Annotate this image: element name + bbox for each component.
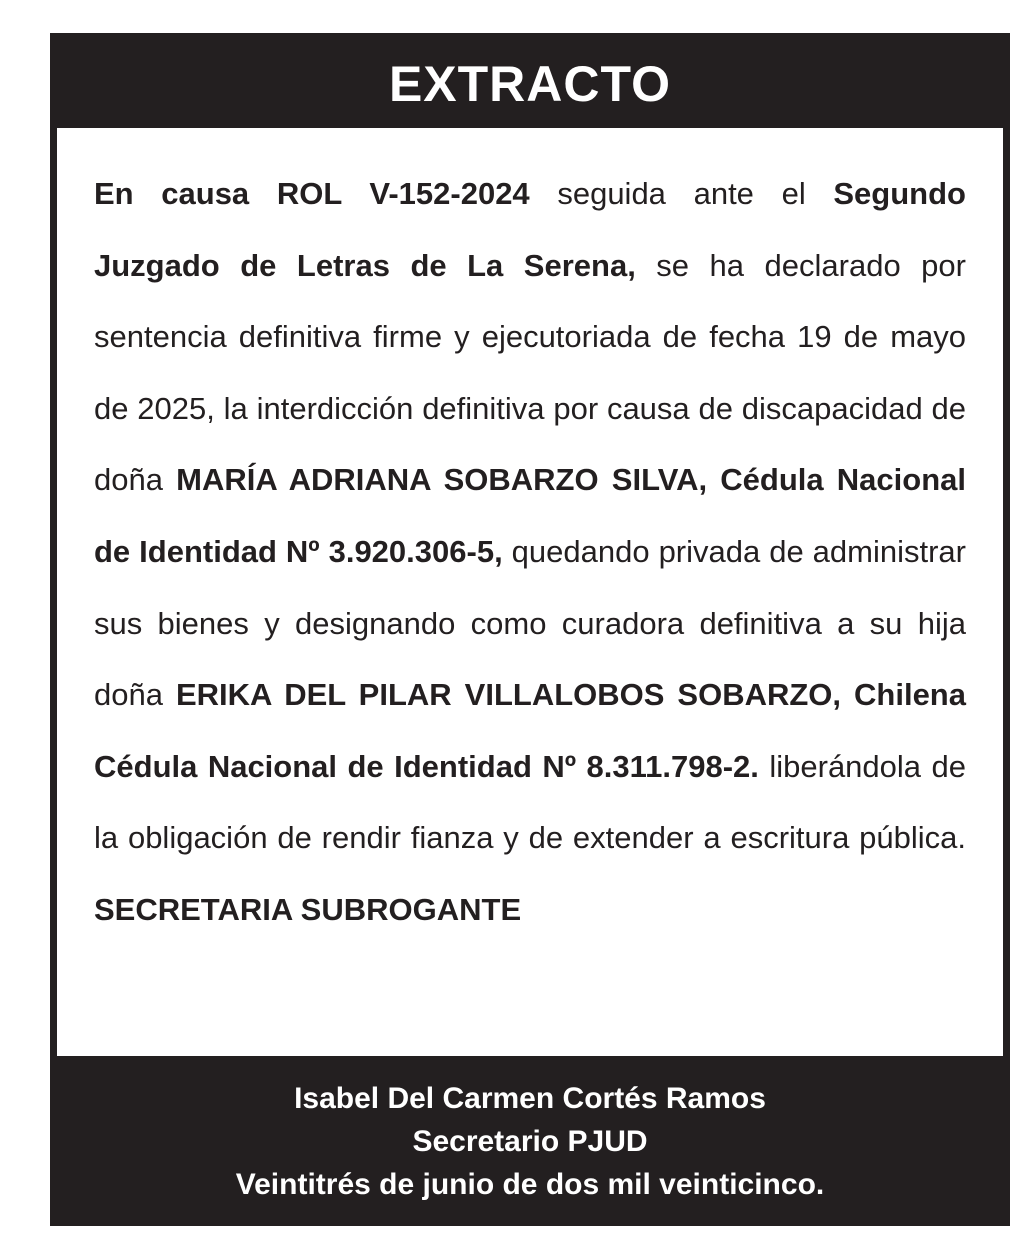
interdicted-person: MARÍA ADRIANA SOBARZO SILVA, Cédula Nacional de Identidad Nº 3.920.306-5, [94,462,967,569]
case-number: En causa ROL V-152-2024 [94,176,530,211]
notice-date: Veintitrés de junio de dos mil veinticinco. [235,1167,825,1201]
notice-header [50,33,1010,128]
text-segment: liberándola de la obligación de rendir fianza y de extender a escritura pública. [94,748,966,856]
notice-title: EXTRACTO [388,55,672,112]
text-segment: quedando privada de administrar sus bienes y designando como curadora definitiva a su hija doña [94,533,966,713]
signer-position: Secretario PJUD [412,1124,648,1158]
notice-frame [50,33,1010,1226]
curator-person: ERIKA DEL PILAR VILLALOBOS SOBARZO, Chilena Cédula Nacional de Identidad Nº 8.311.798-2. [94,677,966,784]
text-segment: se ha declarado por sentencia definitiva firme y ejecutoriada de fecha 19 de mayo de 2025, la interdicción definitiva por causa de discapacidad de doña [94,247,966,498]
signer-name: Isabel Del Carmen Cortés Ramos [294,1081,766,1115]
notice-footer [50,1056,1010,1226]
court-name: Segundo Juzgado de Letras de La Serena, [94,176,966,283]
notice-body [57,128,1003,1056]
signatory-role: SECRETARIA SUBROGANTE [94,891,522,927]
text-segment: seguida ante el [529,176,834,211]
notice-text [94,158,966,946]
